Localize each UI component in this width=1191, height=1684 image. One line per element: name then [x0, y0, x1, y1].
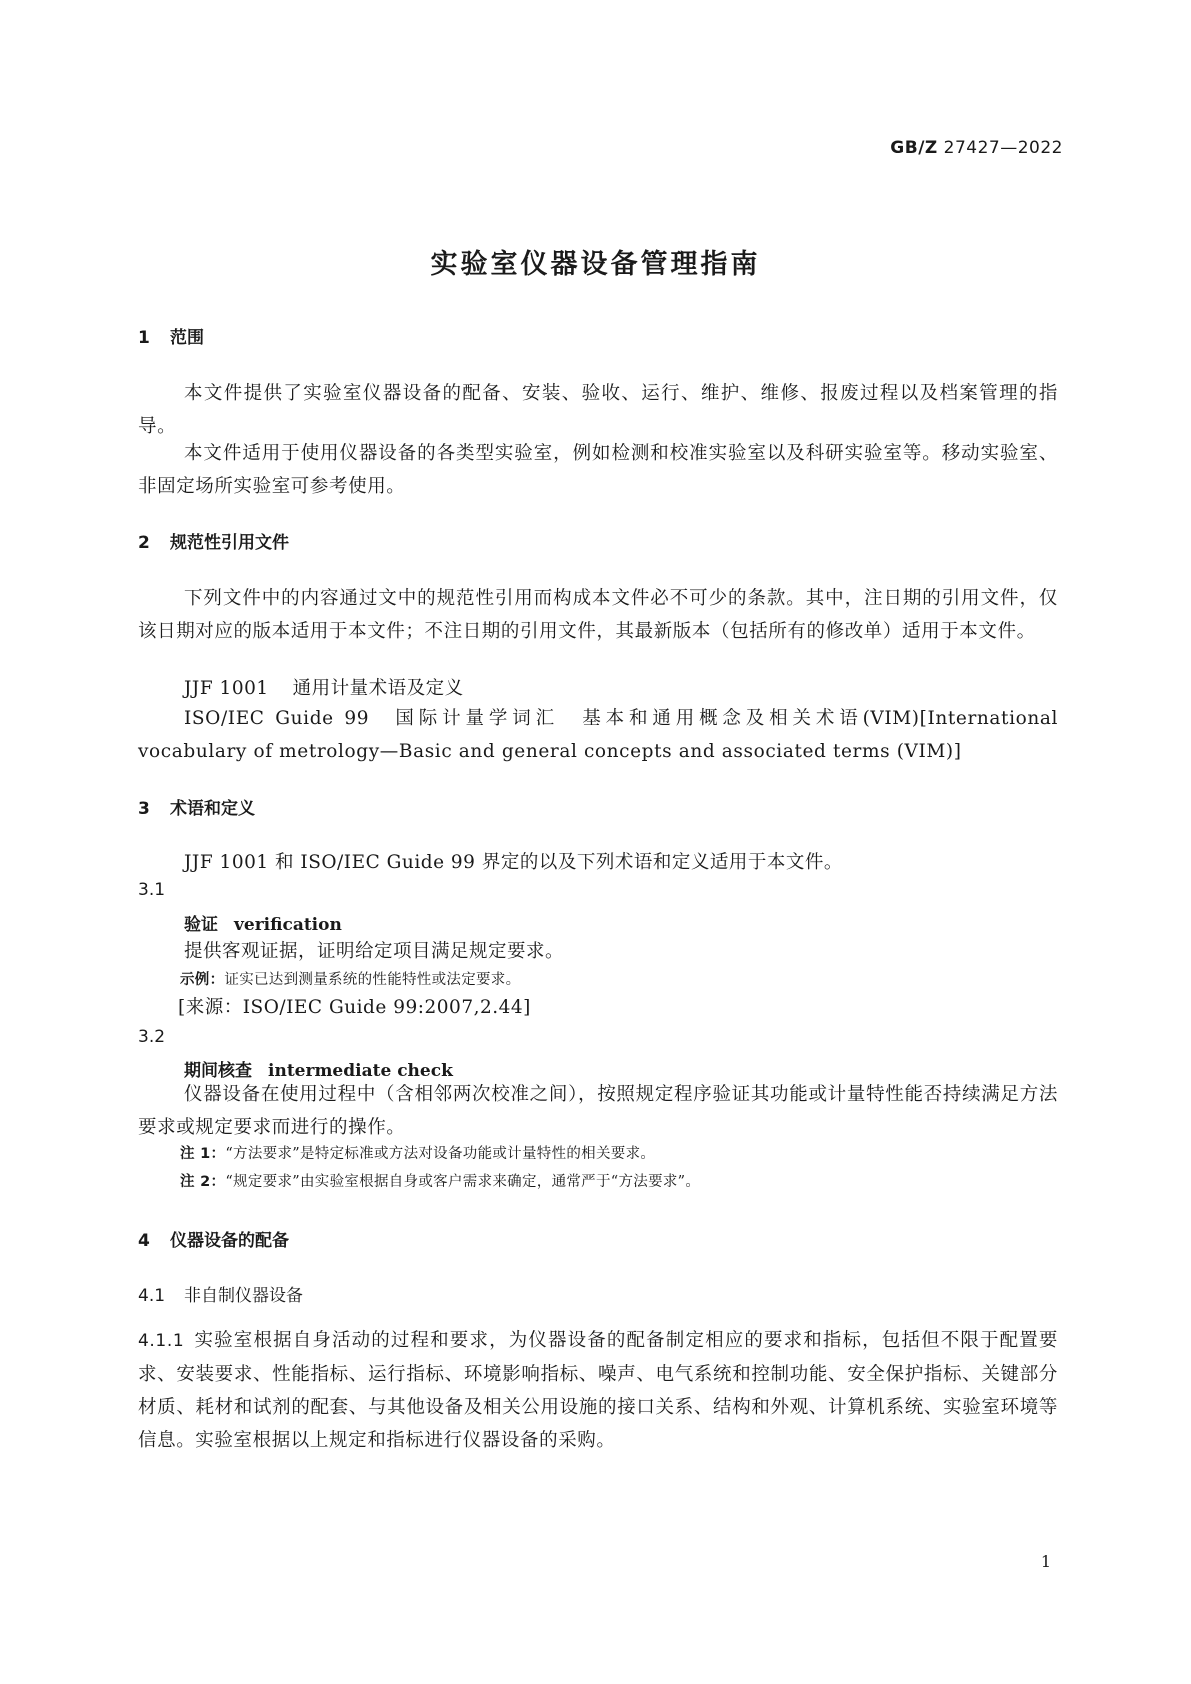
reference-2-code: ISO/IEC Guide 99 [184, 708, 370, 729]
reference-1-code: JJF 1001 [184, 678, 269, 699]
term-3-1-number: 3.1 [138, 880, 166, 900]
section-1-title: 范围 [170, 328, 204, 348]
note-2-label: 注 2： [180, 1174, 226, 1190]
term-3-1-en: verification [234, 915, 342, 935]
term-3-1-definition: 提供客观证据，证明给定项目满足规定要求。 [184, 941, 565, 962]
section-3-heading [138, 794, 255, 819]
page-number: 1 [1040, 1552, 1051, 1571]
section-3-intro: JJF 1001 和 ISO/IEC Guide 99 界定的以及下列术语和定义适用于本文件。 [184, 852, 843, 873]
section-1-paragraph-2: 本文件适用于使用仪器设备的各类型实验室，例如检测和校准实验室以及科研实验室等。移动实验室、非固定场所实验室可参考使用。 [138, 443, 1058, 497]
term-3-1-heading [184, 910, 342, 935]
note-1-text: “方法要求”是特定标准或方法对设备功能或计量特性的相关要求。 [225, 1146, 656, 1162]
term-3-1-source: [来源：ISO/IEC Guide 99:2007,2.44] [178, 997, 531, 1018]
term-3-1-zh: 验证 [184, 915, 218, 935]
section-1-heading [138, 323, 204, 348]
standard-code-number: 27427—2022 [943, 138, 1063, 158]
section-3-title: 术语和定义 [170, 799, 255, 819]
section-2-heading [138, 528, 289, 553]
example-label: 示例： [180, 972, 225, 988]
document-title: 实验室仪器设备管理指南 [430, 249, 761, 280]
term-3-2-note-2 [180, 1170, 700, 1191]
term-3-1-example [180, 968, 520, 989]
reference-jjf-1001 [184, 674, 464, 700]
section-2-title: 规范性引用文件 [170, 533, 289, 553]
example-text: 证实已达到测量系统的性能特性或法定要求。 [224, 972, 521, 988]
section-4-title: 仪器设备的配备 [170, 1231, 289, 1251]
clause-4-1-1 [138, 1324, 1058, 1457]
section-2-number: 2 [138, 533, 150, 553]
section-4-number: 4 [138, 1231, 150, 1251]
section-3-number: 3 [138, 799, 150, 819]
subsection-4-1-number: 4.1 [138, 1286, 166, 1306]
term-3-2-definition: 仪器设备在使用过程中（含相邻两次校准之间），按照规定程序验证其功能或计量特性能否持续满足方法要求或规定要求而进行的操作。 [138, 1084, 1058, 1138]
section-2-paragraph: 下列文件中的内容通过文中的规范性引用而构成本文件必不可少的条款。其中，注日期的引用文件，仅该日期对应的版本适用于本文件；不注日期的引用文件，其最新版本（包括所有的修改单）适用于本文件。 [138, 588, 1058, 642]
reference-2-title: 国际计量学词汇 基本和通用概念及相关术语(VIM)[International vocabulary of metrology—Basic and general concepts and associated terms (VIM)] [138, 708, 1058, 762]
term-3-2-note-1 [180, 1142, 655, 1163]
subsection-4-1-heading [138, 1281, 303, 1306]
subsection-4-1-title: 非自制仪器设备 [184, 1286, 303, 1306]
term-3-2-number: 3.2 [138, 1027, 166, 1047]
clause-4-1-1-text: 实验室根据自身活动的过程和要求，为仪器设备的配备制定相应的要求和指标，包括但不限于配置要求、安装要求、性能指标、运行指标、环境影响指标、噪声、电气系统和控制功能、安全保护指标、关键部分材质、耗材和试剂的配套、与其他设备及相关公用设施的接口关系、结构和外观、计算机系统、实验室环境等信息。实验室根据以上规定和指标进行仪器设备的采购。 [138, 1330, 1058, 1451]
standard-code [890, 138, 1063, 158]
section-1-paragraph-1: 本文件提供了实验室仪器设备的配备、安装、验收、运行、维护、维修、报废过程以及档案管理的指导。 [138, 383, 1058, 437]
clause-4-1-1-number: 4.1.1 [138, 1331, 185, 1351]
reference-1-title: 通用计量术语及定义 [292, 678, 464, 699]
note-1-label: 注 1： [180, 1146, 226, 1162]
section-4-heading [138, 1226, 289, 1251]
reference-iso-guide-99 [138, 702, 1058, 768]
term-3-2-zh: 期间核查 [184, 1061, 252, 1081]
term-3-2-en: intermediate check [268, 1061, 453, 1081]
note-2-text: “规定要求”由实验室根据自身或客户需求来确定，通常严于“方法要求”。 [225, 1174, 701, 1190]
section-1-number: 1 [138, 328, 150, 348]
standard-code-prefix: GB/Z [890, 138, 938, 158]
